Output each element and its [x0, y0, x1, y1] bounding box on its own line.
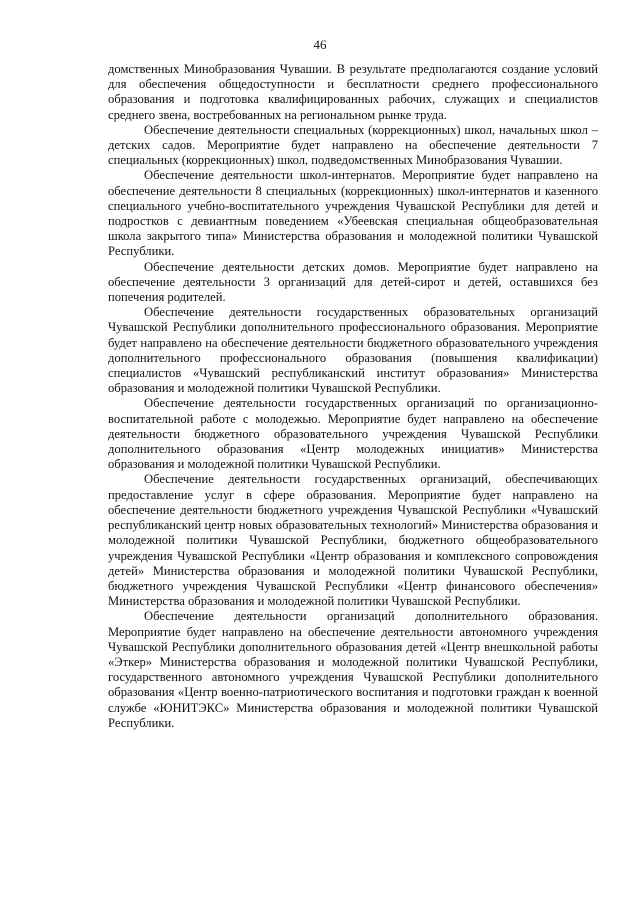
paragraph-youth-work: Обеспечение деятельности государственных организаций по организационно-воспитательной работе с молодежью. Мероприятие будет направлено на обеспечение деятельности бюджетного образовательного учреждения Чувашской Республики дополнительного образования «Центр молодежных инициатив» Министерства образования и молодежной политики Чувашской Республики. — [108, 396, 598, 472]
paragraph-additional-education: Обеспечение деятельности организаций дополнительного образования. Мероприятие будет направлено на обеспечение деятельности автономного учреждения Чувашской Республики дополнительного образования детей «Центр внешкольной работы «Эткер» Министерства образования и молодежной политики Чувашской Республики, государственного автономного учреждения Чувашской Республики дополнительного образования «Центр военно-патриотического воспитания и подготовки граждан к военной службе «ЮНИТЭКС» Министерства образования и молодежной политики Чувашской Республики. — [108, 609, 598, 730]
paragraph-special-schools: Обеспечение деятельности специальных (коррекционных) школ, начальных школ – детских садов. Мероприятие будет направлено на обеспечение деятельности 7 специальных (коррекционных) школ, подведомственных Минобразования Чувашии. — [108, 122, 598, 168]
paragraph-education-services: Обеспечение деятельности государственных организаций, обеспечивающих предоставление услуг в сфере образования. Мероприятие будет направлено на обеспечение деятельности бюджетного учреждения Чувашской Республики «Чувашский республиканский центр новых образовательных технологий» Министерства образования и молодежной политики Чувашской Республики, бюджетного общеобразовательного учреждения Чувашской Республики «Центр образования и комплексного сопровождения детей» Министерства образования и молодежной политики Чувашской Республики, бюджетного учреждения Чувашской Республики «Центр финансового обеспечения» Министерства образования и молодежной политики Чувашской Республики. — [108, 472, 598, 609]
paragraph-boarding-schools: Обеспечение деятельности школ-интернатов. Мероприятие будет направлено на обеспечение деятельности 8 специальных (коррекционных) школ-интернатов и казенного специального учебно-воспитательного учреждения Чувашской Республики для детей и подростков с девиантным поведением «Убеевская специальная общеобразовательная школа закрытого типа» Министерства образования и молодежной политики Чувашской Республики. — [108, 168, 598, 259]
paragraph-orphanages: Обеспечение деятельности детских домов. Мероприятие будет направлено на обеспечение деятельности 3 организаций для детей-сирот и детей, оставшихся без попечения родителей. — [108, 259, 598, 305]
page-number: 46 — [313, 37, 327, 52]
body-text — [108, 62, 598, 731]
paragraph-professional-education: Обеспечение деятельности государственных образовательных организаций Чувашской Республики дополнительного профессионального образования. Мероприятие будет направлено на обеспечение деятельности бюджетного образовательного учреждения дополнительного профессионального образования (повышения квалификации) специалистов «Чувашский республиканский институт образования» Министерства образования и молодежной политики Чувашской Республики. — [108, 305, 598, 396]
paragraph-continuation: домственных Минобразования Чувашии. В результате предполагаются создание условий для обеспечения общедоступности и бесплатности среднего профессионального образования и подготовка квалифицированных рабочих, служащих и специалистов среднего звена, востребованных на региональном рынке труда. — [108, 62, 598, 122]
